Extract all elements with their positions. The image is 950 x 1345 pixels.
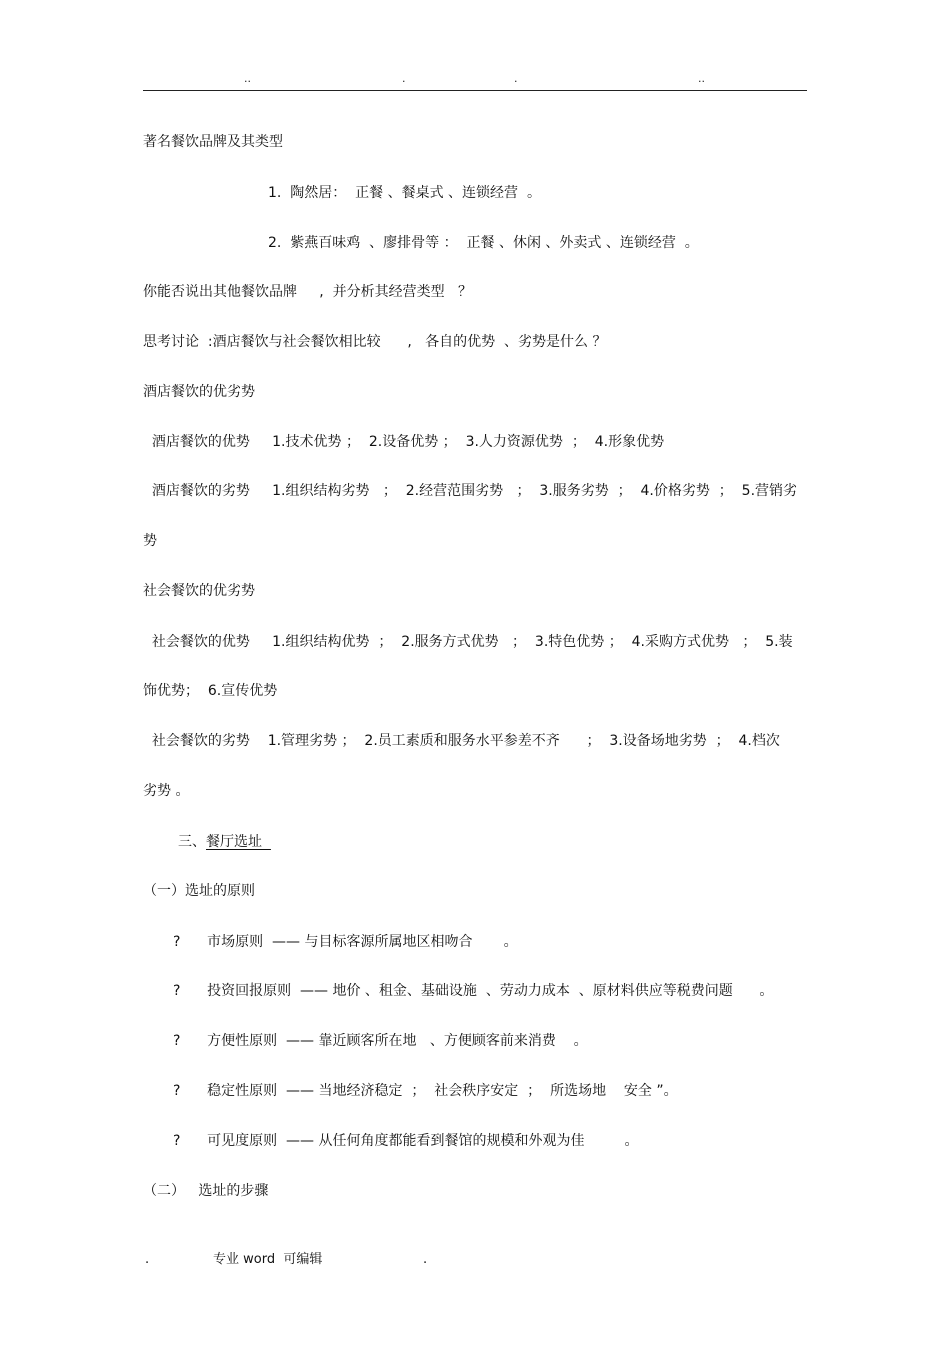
footer-dot: . [423,1252,428,1267]
section-heading: 酒店餐饮的优劣势 [143,384,255,400]
footer-text: 专业 word 可编辑 [213,1252,323,1267]
paragraph: 势 [143,533,157,549]
subsection-heading: （二） 选址的步骤 [143,1183,269,1199]
bullet-item: ? 投资回报原则 —— 地价 、租金、基础设施 、劳动力成本 、原材料供应等税费问题 。 [173,983,774,999]
header-dot: . [402,72,406,85]
bullet-item: ? 方便性原则 —— 靠近顾客所在地 、方便顾客前来消费 。 [173,1033,588,1049]
paragraph: 酒店餐饮的优势 1.技术优势 ； 2.设备优势 ； 3.人力资源优势 ； 4.形象优势 [143,434,665,450]
paragraph: 饰优势； 6.宣传优势 [143,683,278,699]
chapter-title: 餐厅选址 [206,834,271,850]
header-rule [143,90,807,91]
paragraph: 你能否说出其他餐饮品牌 , 并分析其经营类型 ？ [143,284,472,300]
paragraph: 酒店餐饮的劣势 1.组织结构劣势 ； 2.经营范围劣势 ； 3.服务劣势 ； 4.价格劣势 ； 5.营销劣 [143,483,798,499]
footer-dot: . [145,1252,150,1267]
paragraph: 思考讨论 :酒店餐饮与社会餐饮相比较 , 各自的优势 、劣势是什么 ？ [143,334,607,350]
bullet-item: ? 可见度原则 —— 从任何角度都能看到餐馆的规模和外观为佳 。 [173,1133,639,1149]
header-dot: . [514,72,518,85]
subsection-heading: （一）选址的原则 [143,883,255,899]
list-item: 2. 紫燕百味鸡 、廖排骨等 ： 正餐 、休闲 、外卖式 、连锁经营 。 [268,235,699,251]
header-dot: .. [698,72,705,85]
paragraph: 社会餐饮的劣势 1.管理劣势 ； 2.员工素质和服务水平参差不齐 ； 3.设备场地劣势 ； 4.档次 [143,733,780,749]
bullet-item: ? 市场原则 —— 与目标客源所属地区相吻合 。 [173,934,518,950]
list-item: 1. 陶然居： 正餐 、餐桌式 、连锁经营 。 [268,185,541,201]
section-heading: 著名餐饮品牌及其类型 [143,134,283,150]
bullet-item: ? 稳定性原则 —— 当地经济稳定 ； 社会秩序安定 ； 所选场地 安全 ”。 [173,1083,678,1099]
chapter-number: 三、 [178,834,206,850]
chapter-heading [178,832,271,852]
section-heading: 社会餐饮的优劣势 [143,583,255,599]
header-dot: .. [244,72,251,85]
paragraph: 劣势 。 [143,783,190,799]
paragraph: 社会餐饮的优势 1.组织结构优势 ； 2.服务方式优势 ； 3.特色优势 ； 4.采购方式优势 ； 5.装 [143,634,793,650]
